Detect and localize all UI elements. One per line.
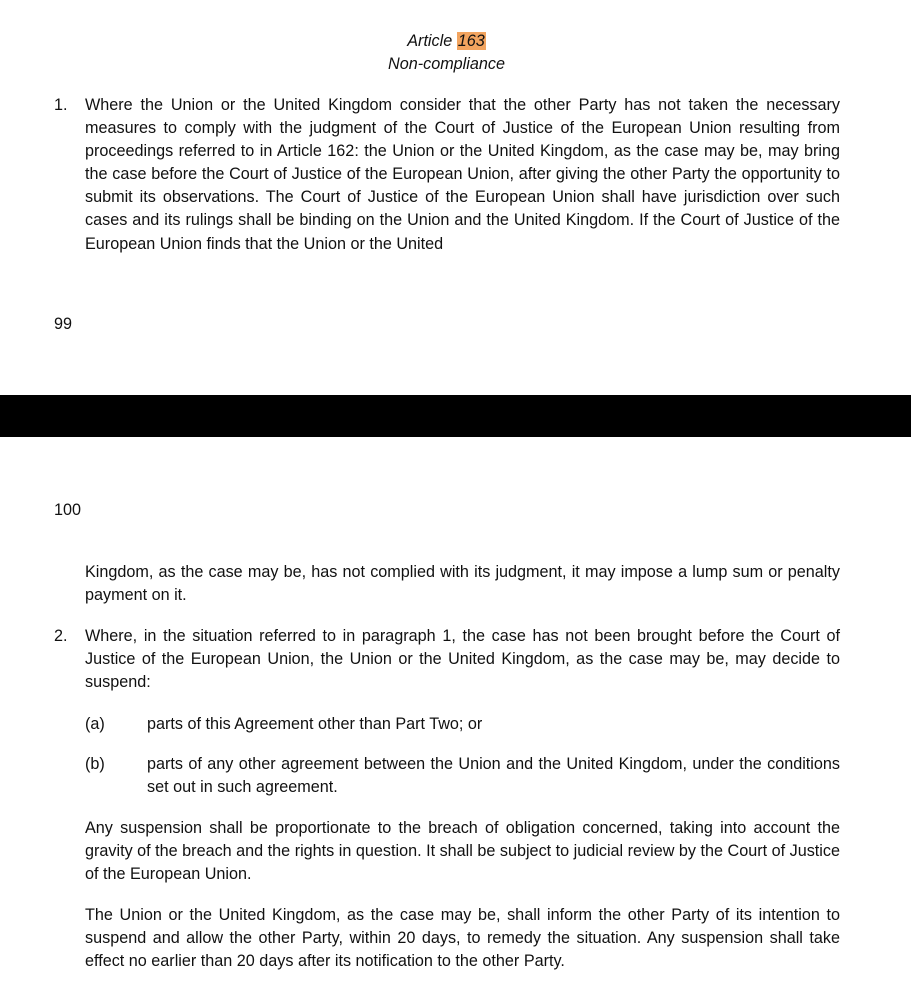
item-b-label: (b) xyxy=(85,755,105,773)
page-number-99: 99 xyxy=(54,315,73,333)
suspension-proportionality-text: Any suspension shall be proportionate to the breach of obligation concerned, taking into account the gravity of the breach and the rights in question. It shall be subject to judicial review by the Court of Justice of the European Union. xyxy=(85,819,840,884)
paragraph-1-number: 1. xyxy=(54,96,68,114)
item-a-label: (a) xyxy=(85,715,105,733)
article-subtitle: Non-compliance xyxy=(388,55,505,73)
item-b-text: parts of any other agreement between the Union and the United Kingdom, under the conditions set out in such agreement. xyxy=(147,755,840,797)
suspension-notification-text: The Union or the United Kingdom, as the case may be, shall inform the other Party of its intention to suspend and allow the other Party, within 20 days, to remedy the situation. Any suspension shall take effect no earlier than 20 days after its notification to the other Party. xyxy=(85,906,840,971)
article-number-highlight: 163 xyxy=(457,32,485,50)
page-break-bar xyxy=(0,395,911,437)
page-number-100: 100 xyxy=(54,501,82,519)
paragraph-1-text-part1: Where the Union or the United Kingdom consider that the other Party has not taken the necessary measures to comply with the judgment of the Court of Justice of the European Union resulting from proceedings referred to in Article 162: the Union or the United Kingdom, as the case may be, may bring the case before the Court of Justice of the European Union, after giving the other Party the opportunity to submit its observations. The Court of Justice of the European Union shall have jurisdiction over such cases and its rulings shall be binding on the Union and the United Kingdom. If the Court of Justice of the European Union finds that the Union or the United xyxy=(85,96,840,253)
paragraph-2-number: 2. xyxy=(54,627,68,645)
article-heading xyxy=(0,30,893,53)
article-label: Article xyxy=(407,32,453,50)
paragraph-2-text: Where, in the situation referred to in paragraph 1, the case has not been brought before the Court of Justice of the European Union, the Union or the United Kingdom, as the case may be, may decide to suspend: xyxy=(85,627,840,692)
item-a-text: parts of this Agreement other than Part Two; or xyxy=(147,715,483,733)
paragraph-1-text-part2: Kingdom, as the case may be, has not complied with its judgment, it may impose a lump sum or penalty payment on it. xyxy=(85,563,840,605)
